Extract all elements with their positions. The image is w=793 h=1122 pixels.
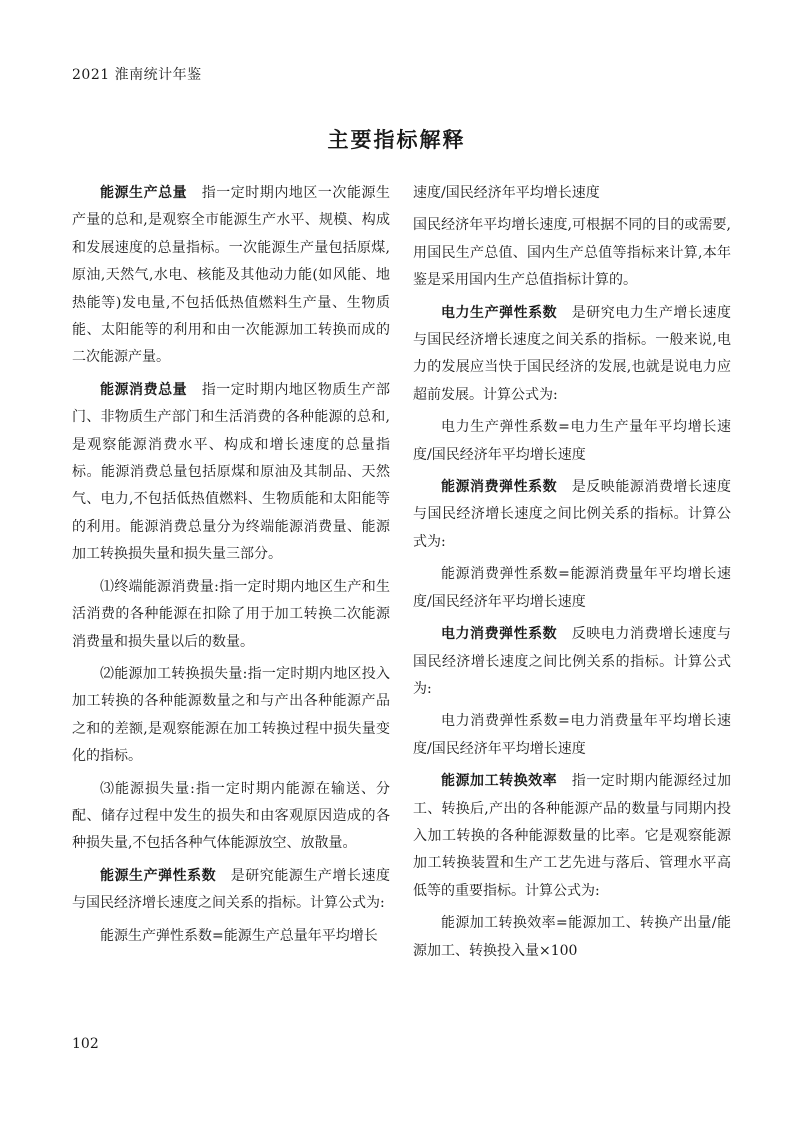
indicator-term: 能源消费弹性系数 <box>441 479 558 496</box>
right-column <box>413 180 731 970</box>
indicator-term: 能源生产弹性系数 <box>100 867 217 884</box>
paragraph-text: 电力消费弹性系数=电力消费量年平均增长速度/国民经济年平均增长速度 <box>413 713 731 757</box>
text-paragraph <box>72 923 390 950</box>
paragraph-text: ⑴终端能源消费量:指一定时期内地区生产和生活消费的各种能源在扣除了用于加工转换二次能源消费量和损失量以后的数量。 <box>72 578 390 650</box>
indicator-term: 能源生产总量 <box>100 185 188 201</box>
text-paragraph <box>413 561 731 616</box>
paragraph-text: 指一定时期内能源经过加工、转换后,产出的各种能源产品的数量与同期内投入加工转换的各种能源数量的比率。它是观察能源加工转换装置和生产工艺先进与落后、管理水平高低等的重要指标。计算公式为: <box>413 773 732 899</box>
text-paragraph <box>72 661 390 771</box>
text-paragraph <box>413 910 731 965</box>
paragraph-text: 国民经济年平均增长速度,可根据不同的目的或需要,用国民生产总值、国内生产总值等指标来计算,本年鉴是采用国内生产总值指标计算的。 <box>413 217 731 289</box>
page-number: 102 <box>72 1036 99 1052</box>
indicator-term: 电力生产弹性系数 <box>441 304 558 321</box>
paragraph-text: 能源生产弹性系数=能源生产总量年平均增长 <box>100 927 378 944</box>
paragraph-text: 是研究电力生产增长速度与国民经济增长速度之间关系的指标。一般来说,电力的发展应当快于国民经济的发展,也就是说电力应超前发展。计算公式为: <box>413 304 732 403</box>
text-paragraph <box>72 574 390 656</box>
indicator-term: 能源消费总量 <box>100 381 188 398</box>
text-paragraph <box>413 180 731 207</box>
paragraph-text: ⑵能源加工转换损失量:指一定时期内地区投入加工转换的各种能源数量之和与产出各种能源产品之和的差额,是观察能源在加工转换过程中损失量变化的指标。 <box>72 665 390 765</box>
page-title: 主要指标解释 <box>327 128 466 152</box>
definition-paragraph <box>413 621 731 703</box>
paragraph-text: ⑶能源损失量:指一定时期内能源在输送、分配、储存过程中发生的损失和由客观原因造成的各种损失量,不包括各种气体能源放空、放散量。 <box>72 780 390 852</box>
running-header: 2021 淮南统计年鉴 <box>72 67 202 83</box>
definition-paragraph <box>413 300 731 410</box>
paragraph-text: 能源加工转换效率=能源加工、转换产出量/能源加工、转换投入量×100 <box>413 915 731 959</box>
left-column <box>72 180 390 955</box>
definition-paragraph <box>72 180 390 372</box>
text-paragraph <box>413 212 731 294</box>
paragraph-text: 是研究能源生产增长速度与国民经济增长速度之间关系的指标。计算公式为: <box>72 867 391 912</box>
paragraph-text: 指一定时期内地区一次能源生产量的总和,是观察全市能源生产水平、规模、构成和发展速度的总量指标。一次能源生产量包括原煤,原油,天然气,水电、核能及其他动力能(如风能、地热能等)发电量,不包括低热值燃料生产量、生物质能、太阳能等的利用和由一次能源加工转换而成的二次能源产量。 <box>72 185 391 366</box>
definition-paragraph <box>72 863 390 918</box>
indicator-term: 能源加工转换效率 <box>441 773 558 790</box>
text-paragraph <box>72 776 390 858</box>
definition-paragraph <box>72 377 390 569</box>
paragraph-text: 指一定时期内地区物质生产部门、非物质生产部门和生活消费的各种能源的总和,是观察能源消费水平、构成和增长速度的总量指标。能源消费总量包括原煤和原油及其制品、天然气、电力,不包括低热值燃料、生物质能和太阳能等的利用。能源消费总量分为终端能源消费量、能源加工转换损失量和损失量三部分。 <box>72 381 391 563</box>
text-paragraph <box>413 708 731 763</box>
paragraph-text: 能源消费弹性系数=能源消费量年平均增长速度/国民经济年平均增长速度 <box>413 566 731 610</box>
paragraph-text: 速度/国民经济年平均增长速度 <box>413 185 600 201</box>
text-paragraph <box>413 414 731 469</box>
definition-paragraph <box>413 768 731 905</box>
paragraph-text: 反映电力消费增长速度与国民经济增长速度之间比例关系的指标。计算公式为: <box>413 626 732 697</box>
paragraph-text: 电力生产弹性系数=电力生产量年平均增长速度/国民经济年平均增长速度 <box>413 419 731 463</box>
indicator-term: 电力消费弹性系数 <box>441 626 558 643</box>
paragraph-text: 是反映能源消费增长速度与国民经济增长速度之间比例关系的指标。计算公式为: <box>413 479 732 550</box>
definition-paragraph <box>413 474 731 556</box>
